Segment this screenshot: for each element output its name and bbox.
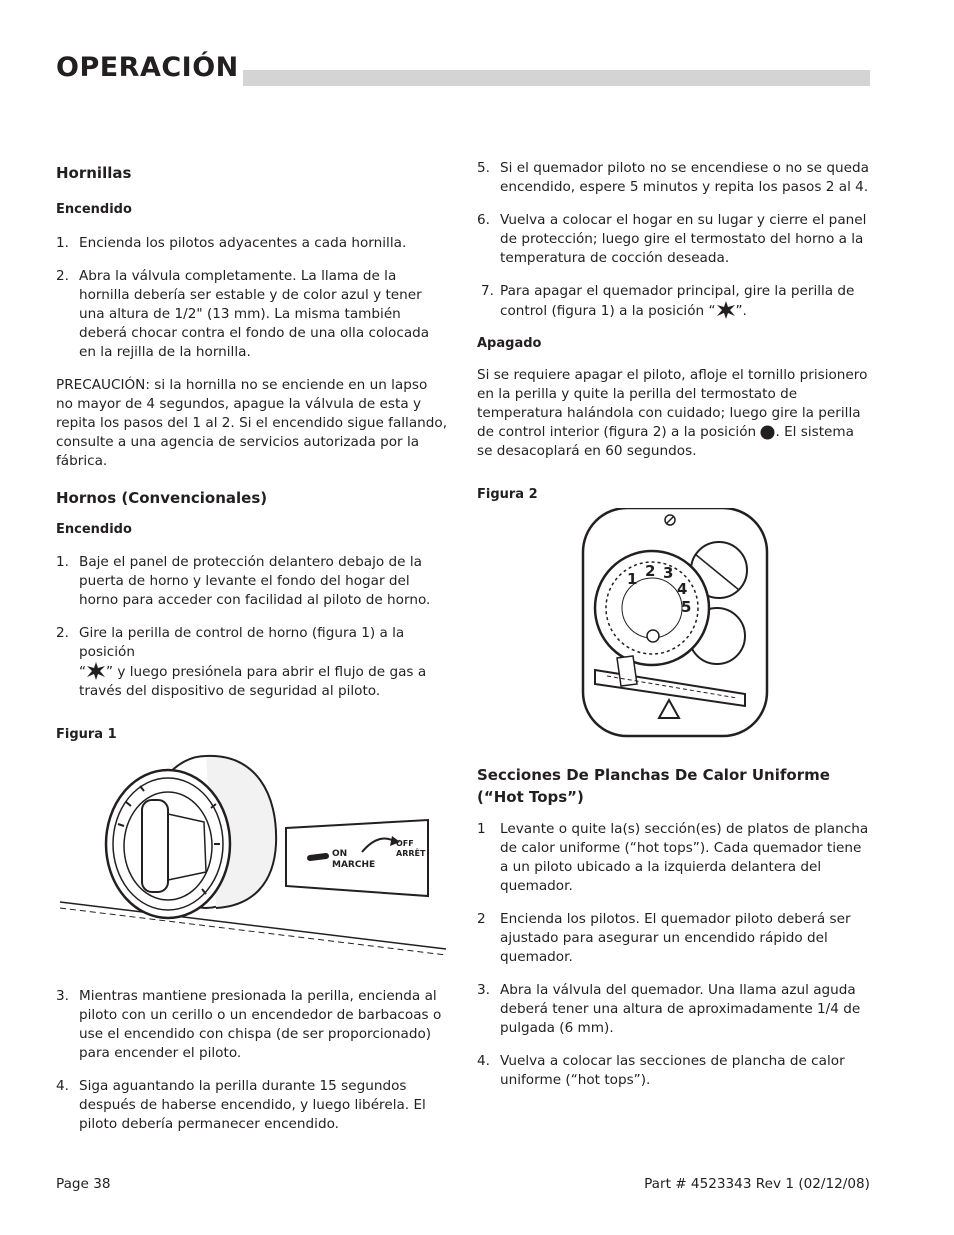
- apagado-text-part: . El sistema se desacoplará en 60 segundos.: [477, 424, 854, 459]
- part-number: Part # 4523343 Rev 1 (02/12/08): [644, 1176, 870, 1192]
- list-item: [477, 159, 869, 197]
- list-item: [56, 1077, 448, 1134]
- subheading-encendido: Encendido: [56, 202, 132, 217]
- marche-label: MARCHE: [332, 860, 376, 870]
- section-heading-hornos: Hornos (Convencionales): [56, 489, 268, 507]
- list-number: 5.: [477, 160, 490, 176]
- dial-number: 4: [677, 580, 688, 598]
- off-label: OFF: [396, 839, 414, 848]
- list-item: [56, 624, 448, 701]
- list-text: Levante o quite la(s) sección(es) de platos de plancha de calor uniforme (“hot tops”). Cada quemador tiene a un piloto ubicado a la izquierda delantera del quemador.: [500, 821, 869, 894]
- list-text: Encienda los pilotos adyacentes a cada hornilla.: [79, 235, 407, 251]
- list-text: [500, 282, 869, 321]
- list-text: Encienda los pilotos. El quemador piloto deberá ser ajustado para asegurar un encendido rápido del quemador.: [500, 911, 851, 965]
- list-number: 4.: [477, 1053, 490, 1069]
- pilot-star-icon: [716, 301, 736, 319]
- subheading-apagado: Apagado: [477, 336, 542, 351]
- list-text: Si el quemador piloto no se encendiese o no se queda encendido, espere 5 minutos y repita los pasos 2 al 4.: [500, 160, 869, 195]
- list-text: Mientras mantiene presionada la perilla, encienda al piloto con un cerillo o un encendedor de barbacoas o use el encendido con chispa (de ser proporcionado) para encender el piloto.: [79, 988, 442, 1061]
- list-number: 4.: [56, 1078, 69, 1094]
- on-label: ON: [332, 849, 348, 859]
- subheading-encendido: Encendido: [56, 522, 132, 537]
- list-number: 1: [477, 821, 486, 837]
- list-item: [477, 981, 869, 1038]
- page-number: Page 38: [56, 1176, 111, 1192]
- list-text: Vuelva a colocar las secciones de plancha de calor uniforme (“hot tops”).: [500, 1053, 845, 1088]
- pilot-star-icon: [86, 662, 106, 680]
- list-text: Siga aguantando la perilla durante 15 segundos después de haberse encendido, y luego libérela. El piloto debería permanecer encendido.: [79, 1078, 426, 1132]
- list-item: [56, 987, 448, 1063]
- list-text: Abra la válvula del quemador. Una llama azul aguda deberá tener una altura de aproximadamente 1/4 de pulgada (6 mm).: [500, 982, 861, 1036]
- list-text: Baje el panel de protección delantero debajo de la puerta de horno y levante el fondo del hogar del horno para acceder con facilidad al piloto de horno.: [79, 554, 431, 608]
- list-number: 1.: [56, 554, 69, 570]
- list-number: 3.: [477, 982, 490, 998]
- list-item: [477, 211, 869, 268]
- figure-1-label: Figura 1: [56, 727, 117, 742]
- quote-mark: “: [79, 664, 87, 680]
- list-item: [56, 234, 448, 253]
- list-item: [477, 1052, 869, 1090]
- section-heading-hornillas: Hornillas: [56, 164, 132, 182]
- list-item: [56, 553, 448, 610]
- apagado-text: [477, 366, 869, 461]
- page-title: OPERACIÓN: [56, 50, 243, 86]
- list-number: 6.: [477, 212, 490, 228]
- list-text-part: ”.: [735, 303, 747, 319]
- list-item: [477, 282, 869, 321]
- list-number: 7.: [481, 283, 494, 299]
- dial-number: 2: [645, 562, 656, 580]
- list-text: Vuelva a colocar el hogar en su lugar y cierre el panel de protección; luego gire el termostato del horno a la temperatura de cocción deseada.: [500, 212, 867, 266]
- list-text-part: ” y luego presiónela para abrir el flujo de gas a través del dispositivo de seguridad al piloto.: [79, 664, 427, 699]
- figure-2-thermostat-illustration: [477, 508, 869, 740]
- list-number: 2: [477, 911, 486, 927]
- list-number: 2.: [56, 268, 69, 284]
- list-text: Abra la válvula completamente. La llama de la hornilla debería ser estable y de color azul y tener una altura de 1/2" (13 mm). La misma también deberá chocar contra el fondo de una olla colocada en la rejilla de la hornilla.: [79, 268, 430, 360]
- arret-label: ARRÊT: [396, 849, 426, 858]
- list-item: [477, 910, 869, 967]
- list-number: 1.: [56, 235, 69, 251]
- list-item: [477, 820, 869, 896]
- left-column: [56, 162, 448, 1134]
- figure-2-label: Figura 2: [477, 487, 538, 502]
- figure-1-knob-illustration: [56, 754, 448, 964]
- list-text-part: Gire la perilla de control de horno (figura 1) a la posición: [79, 625, 405, 660]
- list-text-part: Para apagar el quemador principal, gire la perilla de control (figura 1) a la posición “: [500, 283, 855, 319]
- dial-number: 5: [681, 598, 692, 616]
- caution-text: PRECAUCIÓN: si la hornilla no se enciende en un lapso no mayor de 4 segundos, apague la válvula de esta y repita los pasos del 1 al 2. Si el encendido sigue fallando, consulte a una agencia de servicios autorizada por la fábrica.: [56, 377, 448, 469]
- list-item: [56, 267, 448, 362]
- right-column: [477, 159, 869, 1090]
- section-heading-hot-tops: Secciones De Planchas De Calor Uniforme (“Hot Tops”): [477, 766, 830, 806]
- apagado-text-part: Si se requiere apagar el piloto, afloje el tornillo prisionero en la perilla y quite la perilla del termostato de temperatura halándola con cuidado; luego gire la perilla de control interior (figura 2) a la posición: [477, 367, 868, 440]
- dial-number: 3: [663, 564, 674, 582]
- list-text: [79, 624, 448, 701]
- off-dot-icon: [760, 425, 775, 440]
- dial-number: 1: [627, 570, 638, 588]
- list-number: 2.: [56, 625, 69, 641]
- list-number: 3.: [56, 988, 69, 1004]
